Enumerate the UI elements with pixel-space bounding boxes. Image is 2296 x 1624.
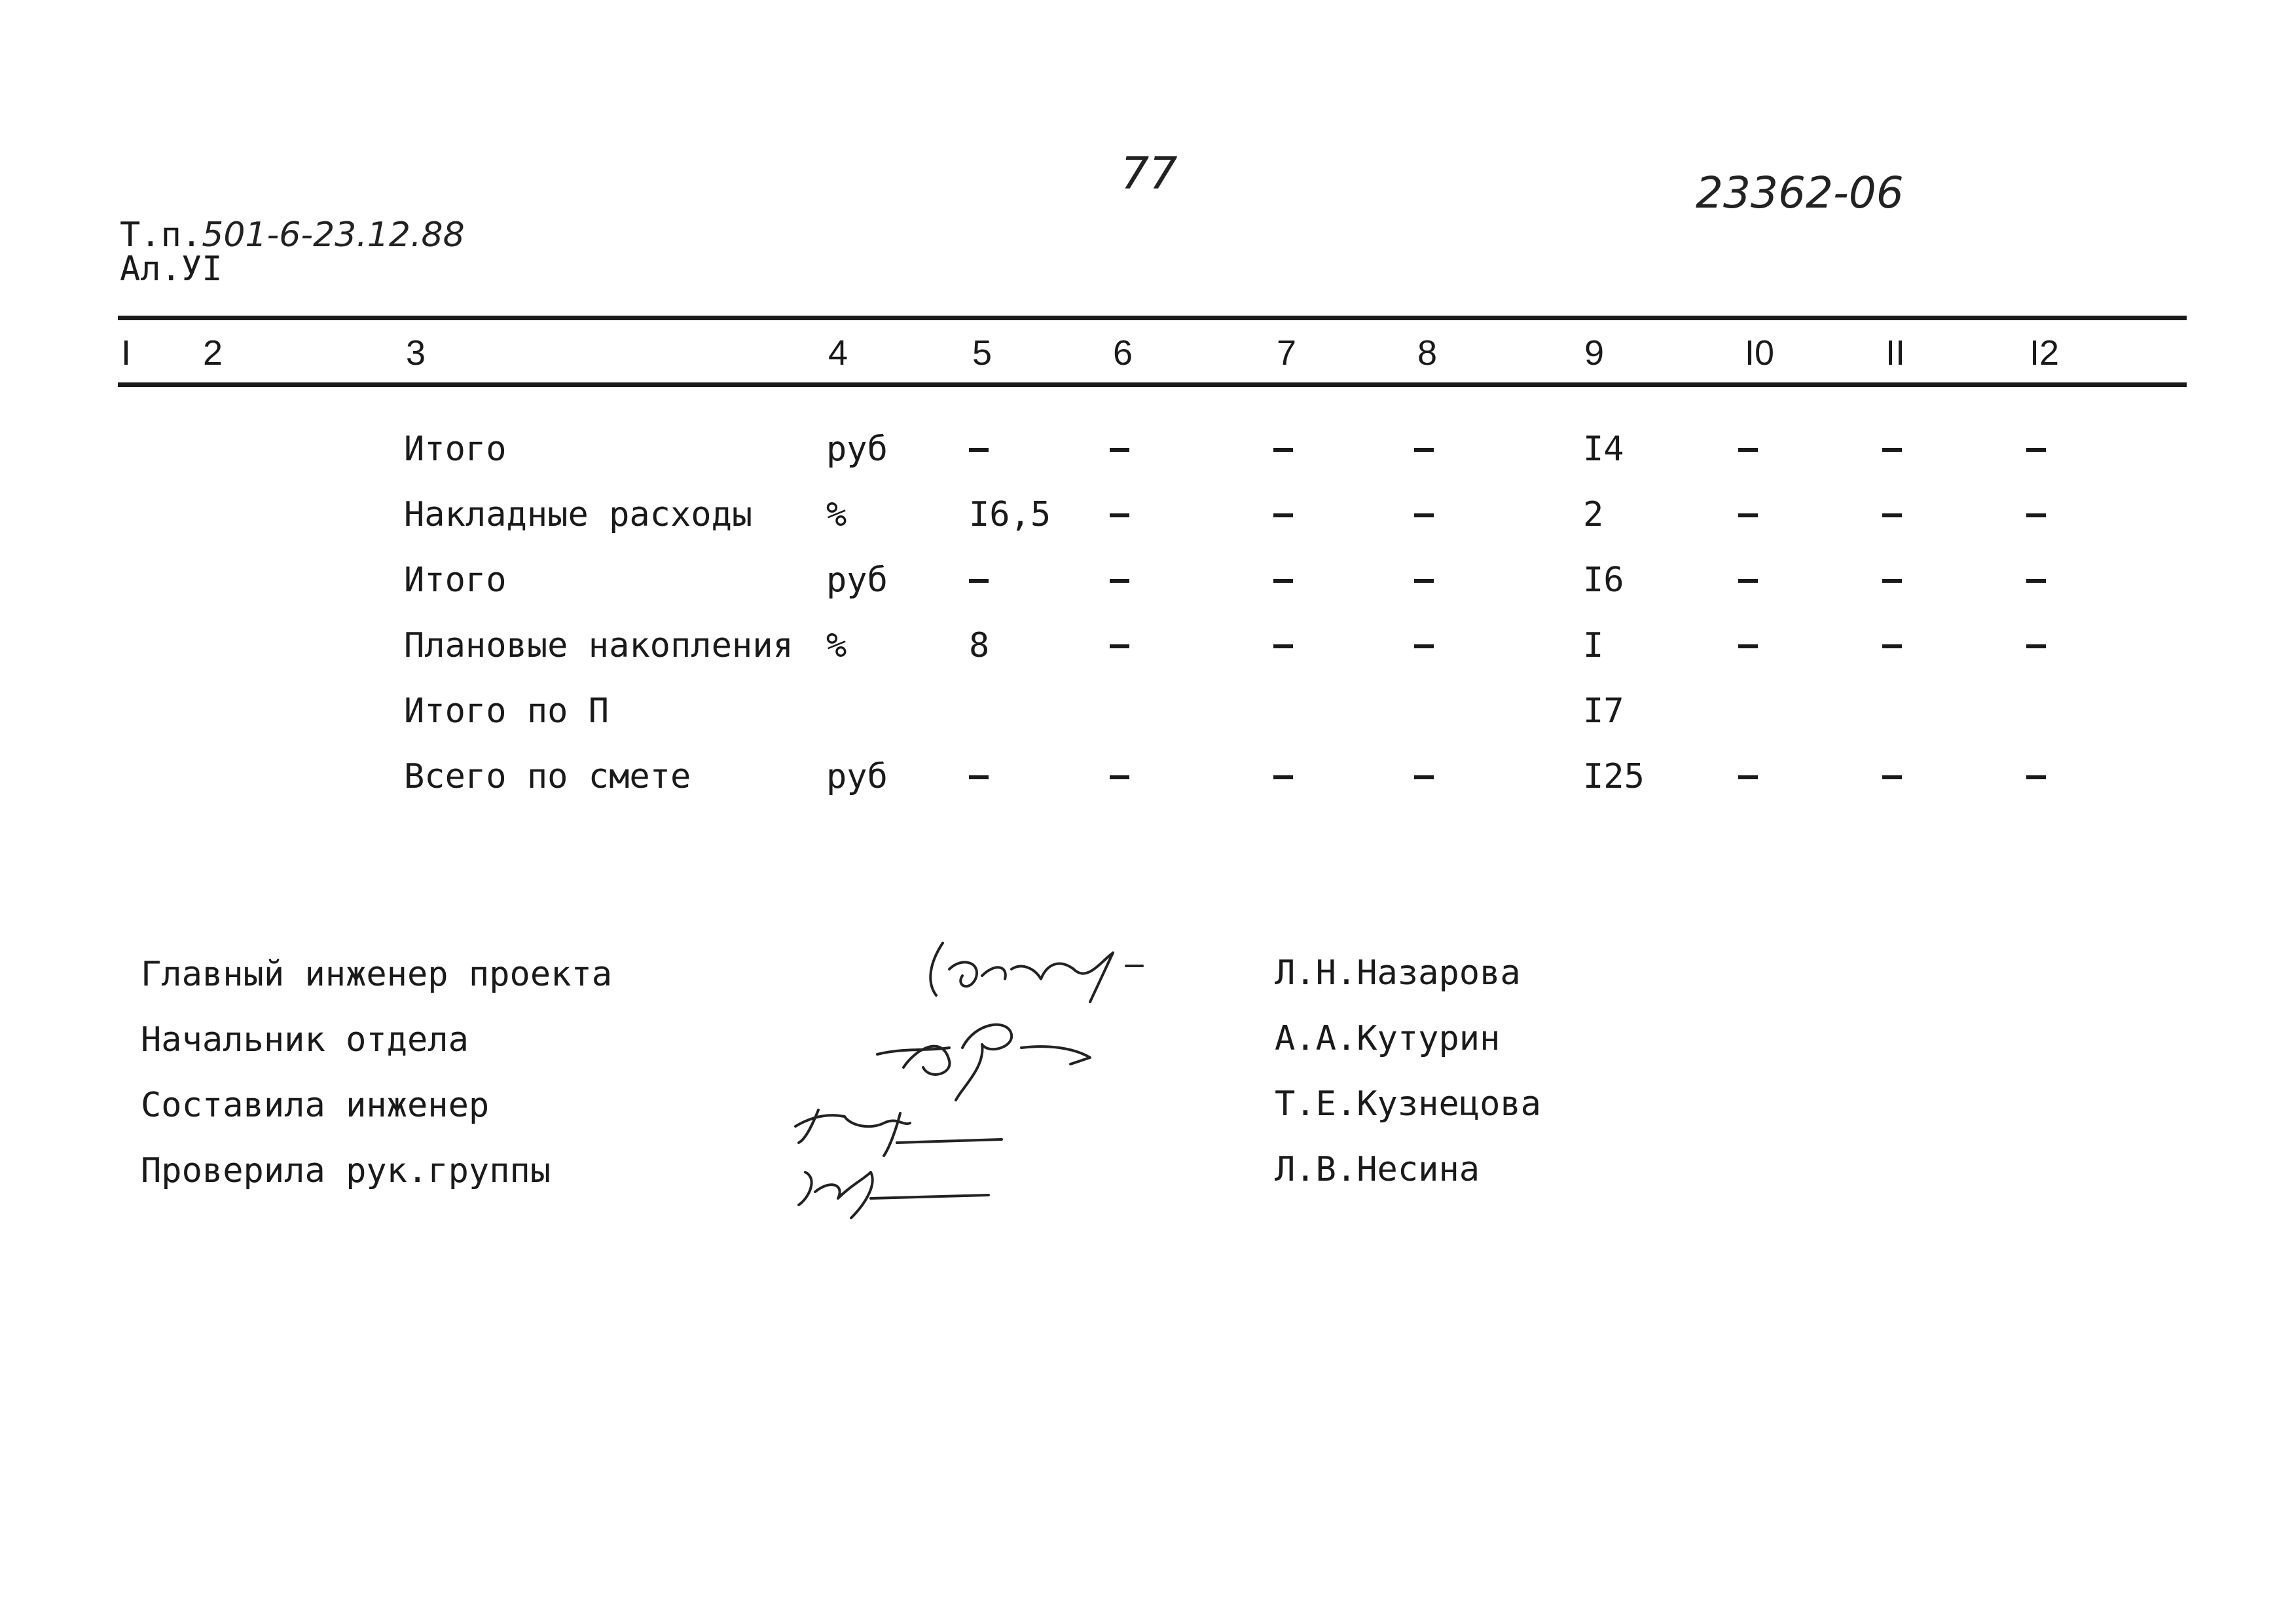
header-col-8: 8 [1417,333,1438,373]
dash-mark [1414,448,1434,452]
dash-c7 [1273,432,1274,433]
dash-mark [1414,513,1434,517]
dash-mark [2026,775,2046,779]
signatory-role: Начальник отдела [141,1020,469,1060]
dash-c11 [1882,563,1883,564]
row-unit: руб [826,561,888,600]
dash-c5 [969,563,970,564]
dash-mark [1738,513,1758,517]
dash-mark [1110,448,1129,452]
dash-mark [969,775,989,779]
dash-mark [969,579,989,583]
dash-c10 [1738,563,1739,564]
dash-mark [1738,775,1758,779]
dash-mark [1882,448,1902,452]
header-bottom-rule [118,382,2187,387]
header-col-11: II [1886,333,1906,373]
dash-c8 [1414,563,1415,564]
row-unit: % [826,495,847,534]
cell-c5: 8 [969,626,990,665]
cell-c9: 2 [1583,495,1604,534]
dash-mark [1273,513,1293,517]
dash-mark [2026,579,2046,583]
project-reference [120,215,465,255]
signatory-name: Т.Е.Кузнецова [1275,1084,1541,1124]
signature-1-mark [930,943,1142,1002]
dash-mark [1110,644,1129,648]
dash-mark [2026,513,2046,517]
row-label: Итого по П [404,692,610,731]
dash-mark [1882,644,1902,648]
row-label: Всего по смете [404,757,691,796]
dash-mark [2026,644,2046,648]
dash-mark [1738,448,1758,452]
project-prefix: Т.п. [120,215,202,255]
cell-c9: I7 [1583,692,1624,731]
cell-c9: I [1583,626,1604,665]
row-label: Итого [404,430,507,469]
dash-mark [969,448,989,452]
dash-mark [1110,513,1129,517]
dash-mark [1273,448,1293,452]
dash-c10 [1738,432,1739,433]
signatory-role: Проверила рук.группы [141,1151,551,1190]
header-col-3: 3 [406,333,426,373]
dash-mark [1273,775,1293,779]
project-album: Ал.УI [120,249,223,289]
cell-c9: I6 [1583,561,1624,600]
row-unit: руб [826,430,888,469]
signatory-name: Л.В.Несина [1275,1150,1480,1189]
signatory-name: Л.Н.Назарова [1275,953,1521,993]
dash-mark [1882,775,1902,779]
dash-mark [1882,579,1902,583]
dash-mark [1414,775,1434,779]
header-col-1: I [121,333,132,373]
dash-c5 [969,432,970,433]
dash-mark [1273,579,1293,583]
header-col-7: 7 [1277,333,1297,373]
signatory-role: Главный инженер проекта [141,955,613,994]
dash-mark [1882,513,1902,517]
dash-c12 [2026,563,2027,564]
row-unit: руб [826,757,888,796]
row-label: Итого [404,561,507,600]
row-unit: % [826,626,847,665]
header-col-12: I2 [2030,333,2060,373]
row-label: Накладные расходы [404,495,753,534]
cell-c9: I25 [1583,757,1645,796]
signatory-name: А.А.Кутурин [1275,1019,1501,1058]
dash-mark [1110,775,1129,779]
dash-c7 [1273,563,1274,564]
dash-mark [1414,644,1434,648]
dash-c8 [1414,432,1415,433]
row-label: Плановые накопления [404,626,793,665]
header-col-4: 4 [828,333,848,373]
cell-c5: I6,5 [969,495,1051,534]
header-col-5: 5 [972,333,993,373]
dash-c11 [1882,432,1883,433]
page-number: 77 [1121,148,1178,200]
dash-mark [1414,579,1434,583]
dash-c12 [2026,432,2027,433]
project-number: 501-6-23.12.88 [202,215,465,255]
signature-4-mark [799,1172,989,1218]
signatory-role: Составила инженер [141,1086,490,1125]
cell-c9: I4 [1583,430,1624,469]
header-col-6: 6 [1113,333,1133,373]
document-code: 23362-06 [1696,168,1904,218]
dash-mark [1738,644,1758,648]
dash-mark [1738,579,1758,583]
dash-mark [1110,579,1129,583]
header-col-9: 9 [1584,333,1605,373]
header-top-rule [118,316,2187,320]
header-col-2: 2 [203,333,223,373]
signature-2-mark [877,1025,1090,1100]
header-col-10: I0 [1745,333,1775,373]
dash-mark [2026,448,2046,452]
dash-mark [1273,644,1293,648]
signature-3-mark [795,1110,1002,1156]
